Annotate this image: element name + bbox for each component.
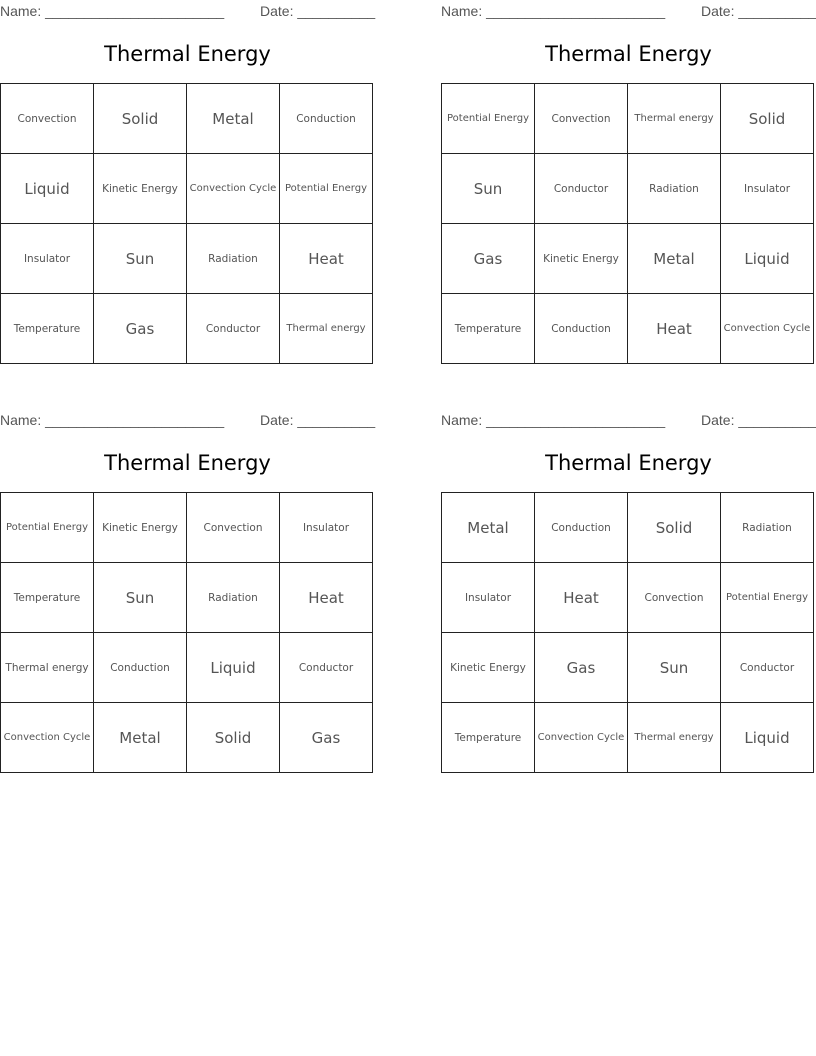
name-field[interactable]: Name: _______________________ [441,412,666,428]
grid-cell: Convection Cycle [187,154,280,224]
grid-row [442,563,814,633]
bingo-grid [0,83,373,364]
card-title: Thermal Energy [104,42,271,66]
grid-cell: Solid [187,703,280,773]
name-field[interactable]: Name: _______________________ [441,3,666,19]
grid-cell: Liquid [187,633,280,703]
grid-cell: Convection Cycle [721,294,814,364]
grid-row [1,563,373,633]
grid-cell: Insulator [442,563,535,633]
grid-row [1,84,373,154]
grid-cell: Heat [280,224,373,294]
grid-cell: Potential Energy [280,154,373,224]
bingo-grid [441,492,814,773]
grid-cell: Kinetic Energy [442,633,535,703]
grid-cell: Conductor [535,154,628,224]
grid-cell: Gas [280,703,373,773]
grid-cell: Convection [535,84,628,154]
grid-cell: Gas [535,633,628,703]
grid-cell: Metal [442,493,535,563]
grid-cell: Conduction [280,84,373,154]
grid-cell: Conduction [535,493,628,563]
grid-cell: Metal [187,84,280,154]
grid-row [1,154,373,224]
grid-cell: Thermal energy [628,703,721,773]
card-title: Thermal Energy [545,451,712,475]
grid-cell: Convection Cycle [1,703,94,773]
bingo-card-2 [441,0,816,380]
grid-row [442,224,814,294]
date-field[interactable]: Date: __________ [260,412,376,428]
grid-cell: Insulator [280,493,373,563]
grid-cell: Sun [628,633,721,703]
grid-cell: Temperature [442,294,535,364]
grid-row [442,703,814,773]
grid-cell: Insulator [721,154,814,224]
grid-cell: Heat [535,563,628,633]
grid-row [1,633,373,703]
bingo-card-4 [441,409,816,789]
grid-cell: Solid [721,84,814,154]
grid-cell: Insulator [1,224,94,294]
name-field[interactable]: Name: _______________________ [0,412,225,428]
grid-cell: Conductor [187,294,280,364]
grid-cell: Gas [94,294,187,364]
grid-row [1,493,373,563]
grid-row [1,703,373,773]
grid-cell: Sun [94,224,187,294]
grid-cell: Radiation [187,563,280,633]
grid-row [442,633,814,703]
grid-cell: Kinetic Energy [535,224,628,294]
grid-row [1,224,373,294]
date-field[interactable]: Date: __________ [701,3,816,19]
grid-cell: Radiation [721,493,814,563]
date-field[interactable]: Date: __________ [701,412,816,428]
bingo-card-1 [0,0,375,380]
grid-cell: Heat [628,294,721,364]
card-title: Thermal Energy [104,451,271,475]
grid-cell: Conduction [94,633,187,703]
grid-row [442,294,814,364]
grid-cell: Radiation [187,224,280,294]
grid-cell: Convection [628,563,721,633]
date-field[interactable]: Date: __________ [260,3,376,19]
name-field[interactable]: Name: _______________________ [0,3,225,19]
grid-cell: Liquid [721,224,814,294]
grid-cell: Conductor [721,633,814,703]
grid-row [1,294,373,364]
grid-cell: Potential Energy [442,84,535,154]
grid-cell: Temperature [1,294,94,364]
card-header [0,412,375,428]
grid-row [442,154,814,224]
grid-cell: Potential Energy [1,493,94,563]
grid-cell: Sun [94,563,187,633]
bingo-grid [0,492,373,773]
grid-cell: Conduction [535,294,628,364]
grid-cell: Radiation [628,154,721,224]
grid-cell: Liquid [721,703,814,773]
card-title: Thermal Energy [545,42,712,66]
grid-cell: Heat [280,563,373,633]
grid-cell: Metal [94,703,187,773]
grid-cell: Solid [628,493,721,563]
card-header [441,412,816,428]
card-header [0,3,375,19]
grid-cell: Solid [94,84,187,154]
grid-cell: Thermal energy [1,633,94,703]
grid-cell: Kinetic Energy [94,493,187,563]
card-header [441,3,816,19]
grid-cell: Sun [442,154,535,224]
bingo-grid [441,83,814,364]
grid-cell: Gas [442,224,535,294]
grid-cell: Liquid [1,154,94,224]
bingo-card-3 [0,409,375,789]
grid-cell: Conductor [280,633,373,703]
grid-cell: Metal [628,224,721,294]
grid-row [442,493,814,563]
grid-cell: Convection [1,84,94,154]
grid-cell: Kinetic Energy [94,154,187,224]
grid-cell: Temperature [1,563,94,633]
grid-cell: Thermal energy [628,84,721,154]
grid-cell: Thermal energy [280,294,373,364]
grid-cell: Convection Cycle [535,703,628,773]
grid-cell: Convection [187,493,280,563]
grid-cell: Potential Energy [721,563,814,633]
grid-row [442,84,814,154]
grid-cell: Temperature [442,703,535,773]
